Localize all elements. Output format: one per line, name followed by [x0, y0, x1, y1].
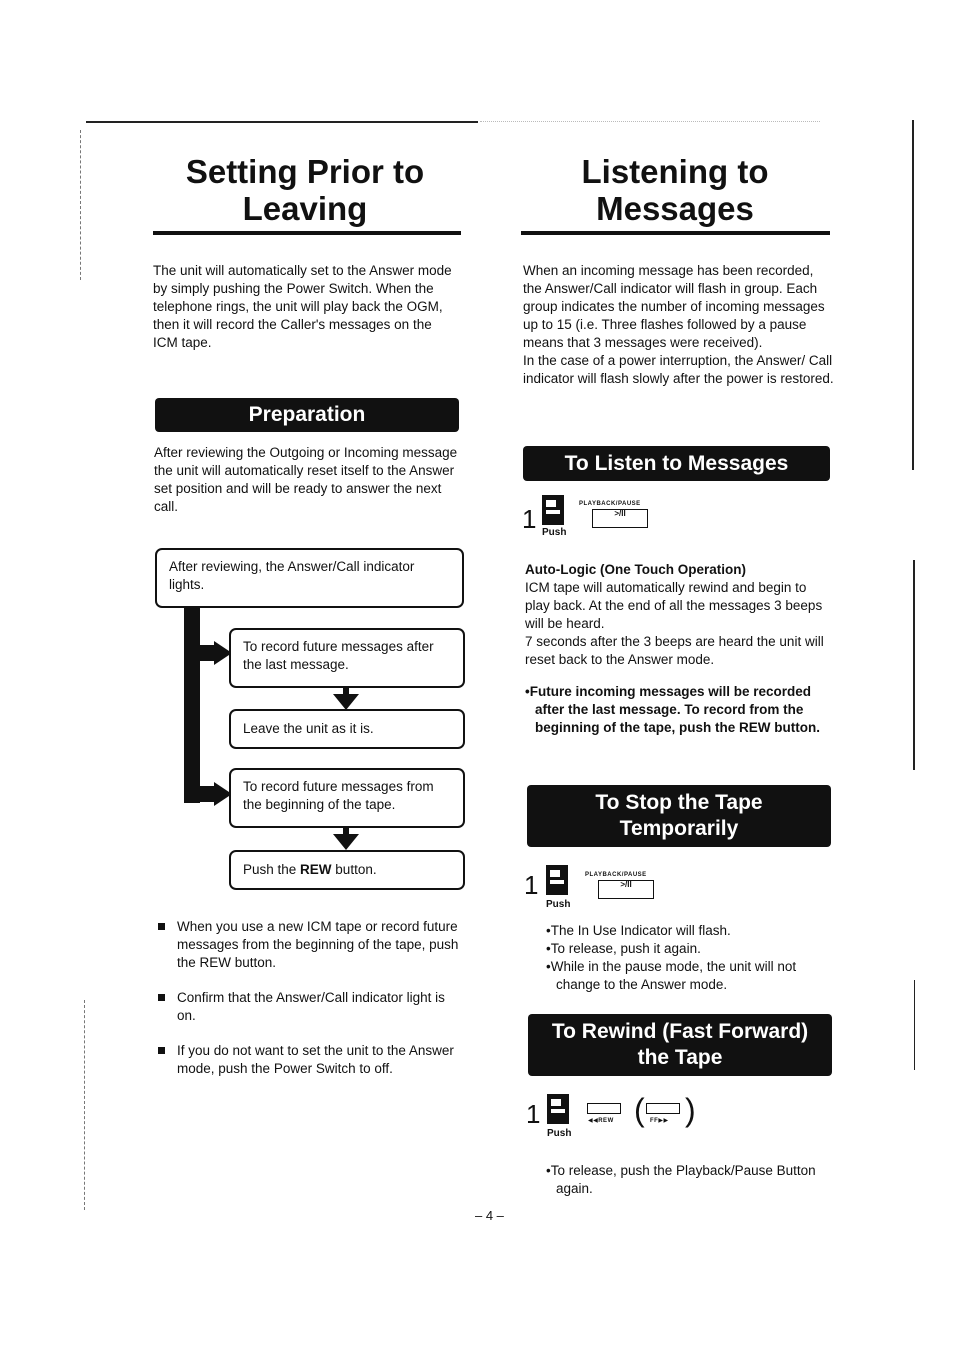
flow-box-indicator-lights-text: After reviewing, the Answer/Call indicator lights. [169, 559, 415, 592]
right-title [520, 153, 830, 227]
right-margin-line-3 [914, 980, 915, 1070]
top-rule [86, 121, 478, 123]
flow-box-push-rew [229, 850, 465, 890]
stop-banner-line2: Temporarily [619, 817, 739, 840]
flow-box-push-rew-post: button. [331, 862, 377, 877]
right-title-line2: Messages [596, 190, 754, 227]
autologic-heading: Auto-Logic (One Touch Operation) [525, 562, 746, 577]
stop-playback-key [598, 880, 654, 899]
preparation-banner-label: Preparation [248, 403, 366, 426]
left-title-line2: Leaving [242, 190, 368, 227]
left-margin-mark-lower [84, 1000, 85, 1210]
left-bullet-new-tape-text: When you use a new ICM tape or record future messages from the beginning of the tape, push the REW button. [177, 919, 459, 970]
stop-playback-key-label: >/II [620, 880, 632, 889]
rewind-banner-line2: the Tape [637, 1046, 723, 1069]
top-dotted-rule [480, 121, 820, 122]
right-intro: When an incoming message has been recorded, the Answer/Call indicator will flash in group. Each group indicates the number of incoming messages up to 15 (i.e. Three flashes followed by a pause means that 3 messages were received). In the case of a power interruption, the Answer/ Call indicator will flash slowly after the power is restored. [523, 263, 834, 386]
left-margin-mark [80, 130, 81, 280]
rewind-notes [546, 1162, 836, 1198]
rewind-note-release: •To release, push the Playback/Pause Button again. [546, 1163, 816, 1196]
stop-banner [527, 785, 831, 847]
listen-banner-label: To Listen to Messages [564, 452, 789, 475]
flow-box-record-after-text: To record future messages after the last message. [243, 639, 434, 672]
right-title-underline [521, 231, 830, 235]
flow-box-record-after [229, 628, 465, 688]
ff-key [646, 1103, 680, 1114]
left-bullet-list [155, 918, 465, 1095]
flow-arrow-down-2 [333, 828, 359, 850]
stop-note-pause-mode: •While in the pause mode, the unit will not change to the Answer mode. [546, 959, 797, 992]
listen-playback-caption: PLAYBACK/PAUSE [579, 501, 641, 507]
left-bullet-new-tape [155, 918, 465, 972]
listen-playback-key [592, 509, 648, 528]
stop-banner-line1: To Stop the Tape [595, 791, 763, 814]
push-finger-icon [546, 1093, 572, 1125]
left-bullet-power-off-text: If you do not want to set the unit to the Answer mode, push the Power Switch to off. [177, 1043, 454, 1076]
listen-playback-key-label: >/II [614, 509, 626, 518]
bullet-square-icon [158, 994, 165, 1001]
left-intro: The unit will automatically set to the Answer mode by simply pushing the Power Switch. When the telephone rings, the unit will play back the OGM, then it will record the Caller's messages on the ICM tape. [153, 263, 452, 350]
stop-note-release: •To release, push it again. [546, 941, 701, 956]
left-bullet-confirm [155, 989, 465, 1025]
flow-box-push-rew-bold: REW [300, 862, 332, 877]
left-bullet-confirm-text: Confirm that the Answer/Call indicator light is on. [177, 990, 445, 1023]
left-bullet-power-off [155, 1042, 465, 1078]
flow-box-leave-unit [229, 709, 465, 749]
page-number: – 4 – [475, 1208, 504, 1223]
left-title-line1: Setting Prior to [185, 153, 425, 190]
stop-step-number: 1 [524, 870, 539, 900]
rewind-banner [528, 1014, 832, 1076]
listen-banner [523, 446, 830, 481]
autologic-text: ICM tape will automatically rewind and begin to play back. At the end of all the messages 3 beeps will be heard. 7 seconds after the 3 beeps are heard the unit will reset back to the Answer mode. [525, 580, 824, 667]
flow-arrow-down-1 [333, 688, 359, 710]
flow-box-record-beginning [229, 768, 465, 828]
flow-trunk [184, 608, 200, 803]
right-margin-line-2 [913, 560, 915, 770]
open-paren: ( [634, 1092, 645, 1128]
rew-key [587, 1103, 621, 1114]
left-title [150, 153, 460, 227]
bullet-square-icon [158, 1047, 165, 1054]
rewind-step-number: 1 [526, 1099, 541, 1129]
flow-box-record-beginning-text: To record future messages from the beginning of the tape. [243, 779, 434, 812]
listen-step-number: 1 [522, 504, 537, 534]
stop-note-flash: •The In Use Indicator will flash. [546, 923, 731, 938]
right-margin-line-1 [912, 120, 914, 470]
future-incoming-note: •Future incoming messages will be recorded after the last message. To record from the beginning of the tape, push the REW button. [525, 684, 820, 735]
listen-push-label: Push [542, 527, 567, 538]
push-finger-icon [545, 864, 571, 896]
right-title-line1: Listening to [581, 153, 769, 190]
ff-key-caption: FF▶▶ [650, 1118, 669, 1124]
preparation-banner [155, 398, 459, 432]
flow-box-push-rew-pre: Push the [243, 862, 301, 877]
rewind-push-label: Push [547, 1128, 572, 1139]
push-finger-icon [541, 494, 567, 526]
close-paren: ) [685, 1092, 696, 1128]
rew-key-caption: ◀◀REW [588, 1118, 614, 1124]
stop-notes [546, 922, 836, 994]
flow-box-indicator-lights [155, 548, 464, 608]
bullet-square-icon [158, 923, 165, 930]
stop-playback-caption: PLAYBACK/PAUSE [585, 872, 647, 878]
preparation-text: After reviewing the Outgoing or Incoming message the unit will automatically reset itself to the Answer set position and will be ready to answer the next call. [154, 445, 458, 514]
rewind-banner-line1: To Rewind (Fast Forward) [551, 1020, 809, 1043]
left-title-underline [153, 231, 461, 235]
stop-push-label: Push [546, 899, 571, 910]
flow-box-leave-unit-text: Leave the unit as it is. [243, 721, 374, 736]
